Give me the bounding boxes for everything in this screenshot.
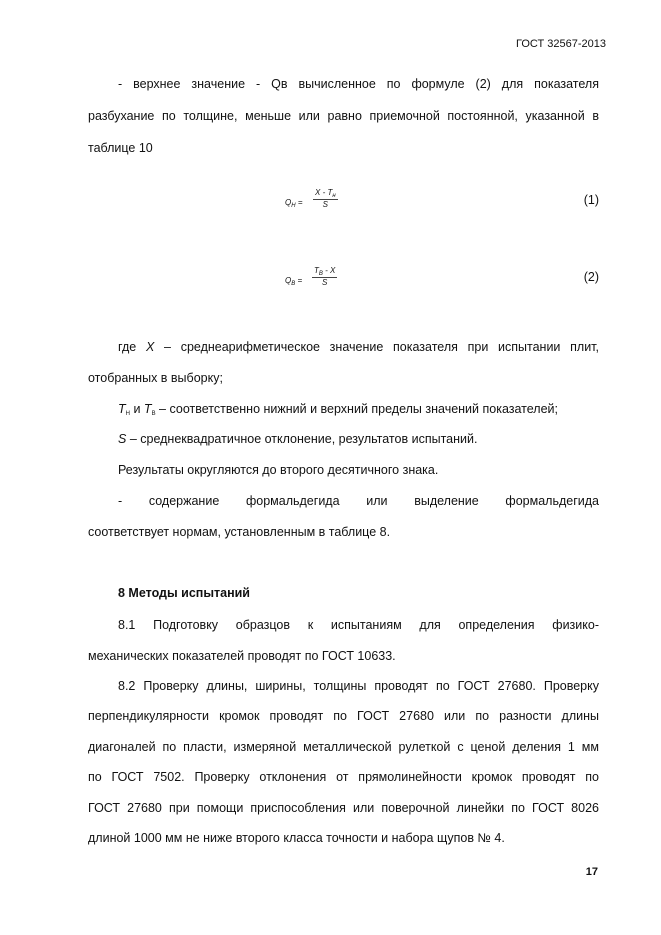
- page-number: 17: [585, 866, 598, 878]
- formula-1-fraction: [313, 188, 338, 209]
- formula-2-fraction: [312, 266, 337, 287]
- paragraph-line: по ГОСТ 7502. Проверку отклонения от прямолинейности кромок проводят по: [88, 770, 599, 784]
- paragraph-line: механических показателей проводят по ГОСТ 10633.: [88, 649, 396, 663]
- formula-1-lhs: $Q_H$ =: [285, 198, 303, 209]
- paragraph-line: длиной 1000 мм не ниже второго класса точности и набора щупов № 4.: [88, 831, 505, 845]
- paragraph-line: Результаты округляются до второго десятичного знака.: [118, 463, 439, 477]
- formula-2-denominator: S: [322, 278, 328, 287]
- paragraph-line: - содержание формальдегида или выделение формальдегида: [118, 494, 599, 508]
- document-code-header: ГОСТ 32567-2013: [516, 38, 606, 50]
- formula-1-denominator: S: [322, 200, 329, 209]
- formula-2-lhs: $Q_B$ =: [285, 276, 303, 287]
- paragraph-line: перпендикулярности кромок проводят по ГОСТ 27680 или по разности длины: [88, 709, 599, 723]
- where-line-t: $Т_Н$ и $Т_В$ – соответственно нижний и верхний пределы значений показателей;: [118, 402, 559, 417]
- where-line-s: S – среднеквадратичное отклонение, результатов испытаний.: [118, 432, 478, 446]
- formula-1-numerator: X - $T_н$: [315, 188, 336, 199]
- formula-1-number: (1): [583, 193, 599, 207]
- paragraph-line: 8.1 Подготовку образцов к испытаниям для определения физико-: [118, 618, 599, 632]
- paragraph-line: таблице 10: [88, 141, 153, 155]
- section-heading: 8 Методы испытаний: [118, 586, 250, 600]
- paragraph-line: разбухание по толщине, меньше или равно приемочной постоянной, указанной в: [88, 109, 599, 123]
- where-line-x: где X – среднеарифметическое значение показателя при испытании плит,: [118, 340, 599, 354]
- formula-2-numerator: $T_B$ - X: [314, 266, 336, 277]
- paragraph-line: соответствует нормам, установленным в таблице 8.: [88, 525, 391, 539]
- paragraph-line: диагоналей по пласти, измеряной металлической рулеткой с ценой деления 1 мм: [88, 740, 599, 754]
- paragraph-line: ГОСТ 27680 при помощи приспособления или поверочной линейки по ГОСТ 8026: [88, 801, 599, 815]
- formula-2-number: (2): [583, 270, 599, 284]
- paragraph-line: - верхнее значение - Qв вычисленное по формуле (2) для показателя: [118, 77, 599, 91]
- paragraph-line: отобранных в выборку;: [88, 371, 223, 385]
- paragraph-line: 8.2 Проверку длины, ширины, толщины проводят по ГОСТ 27680. Проверку: [118, 679, 599, 693]
